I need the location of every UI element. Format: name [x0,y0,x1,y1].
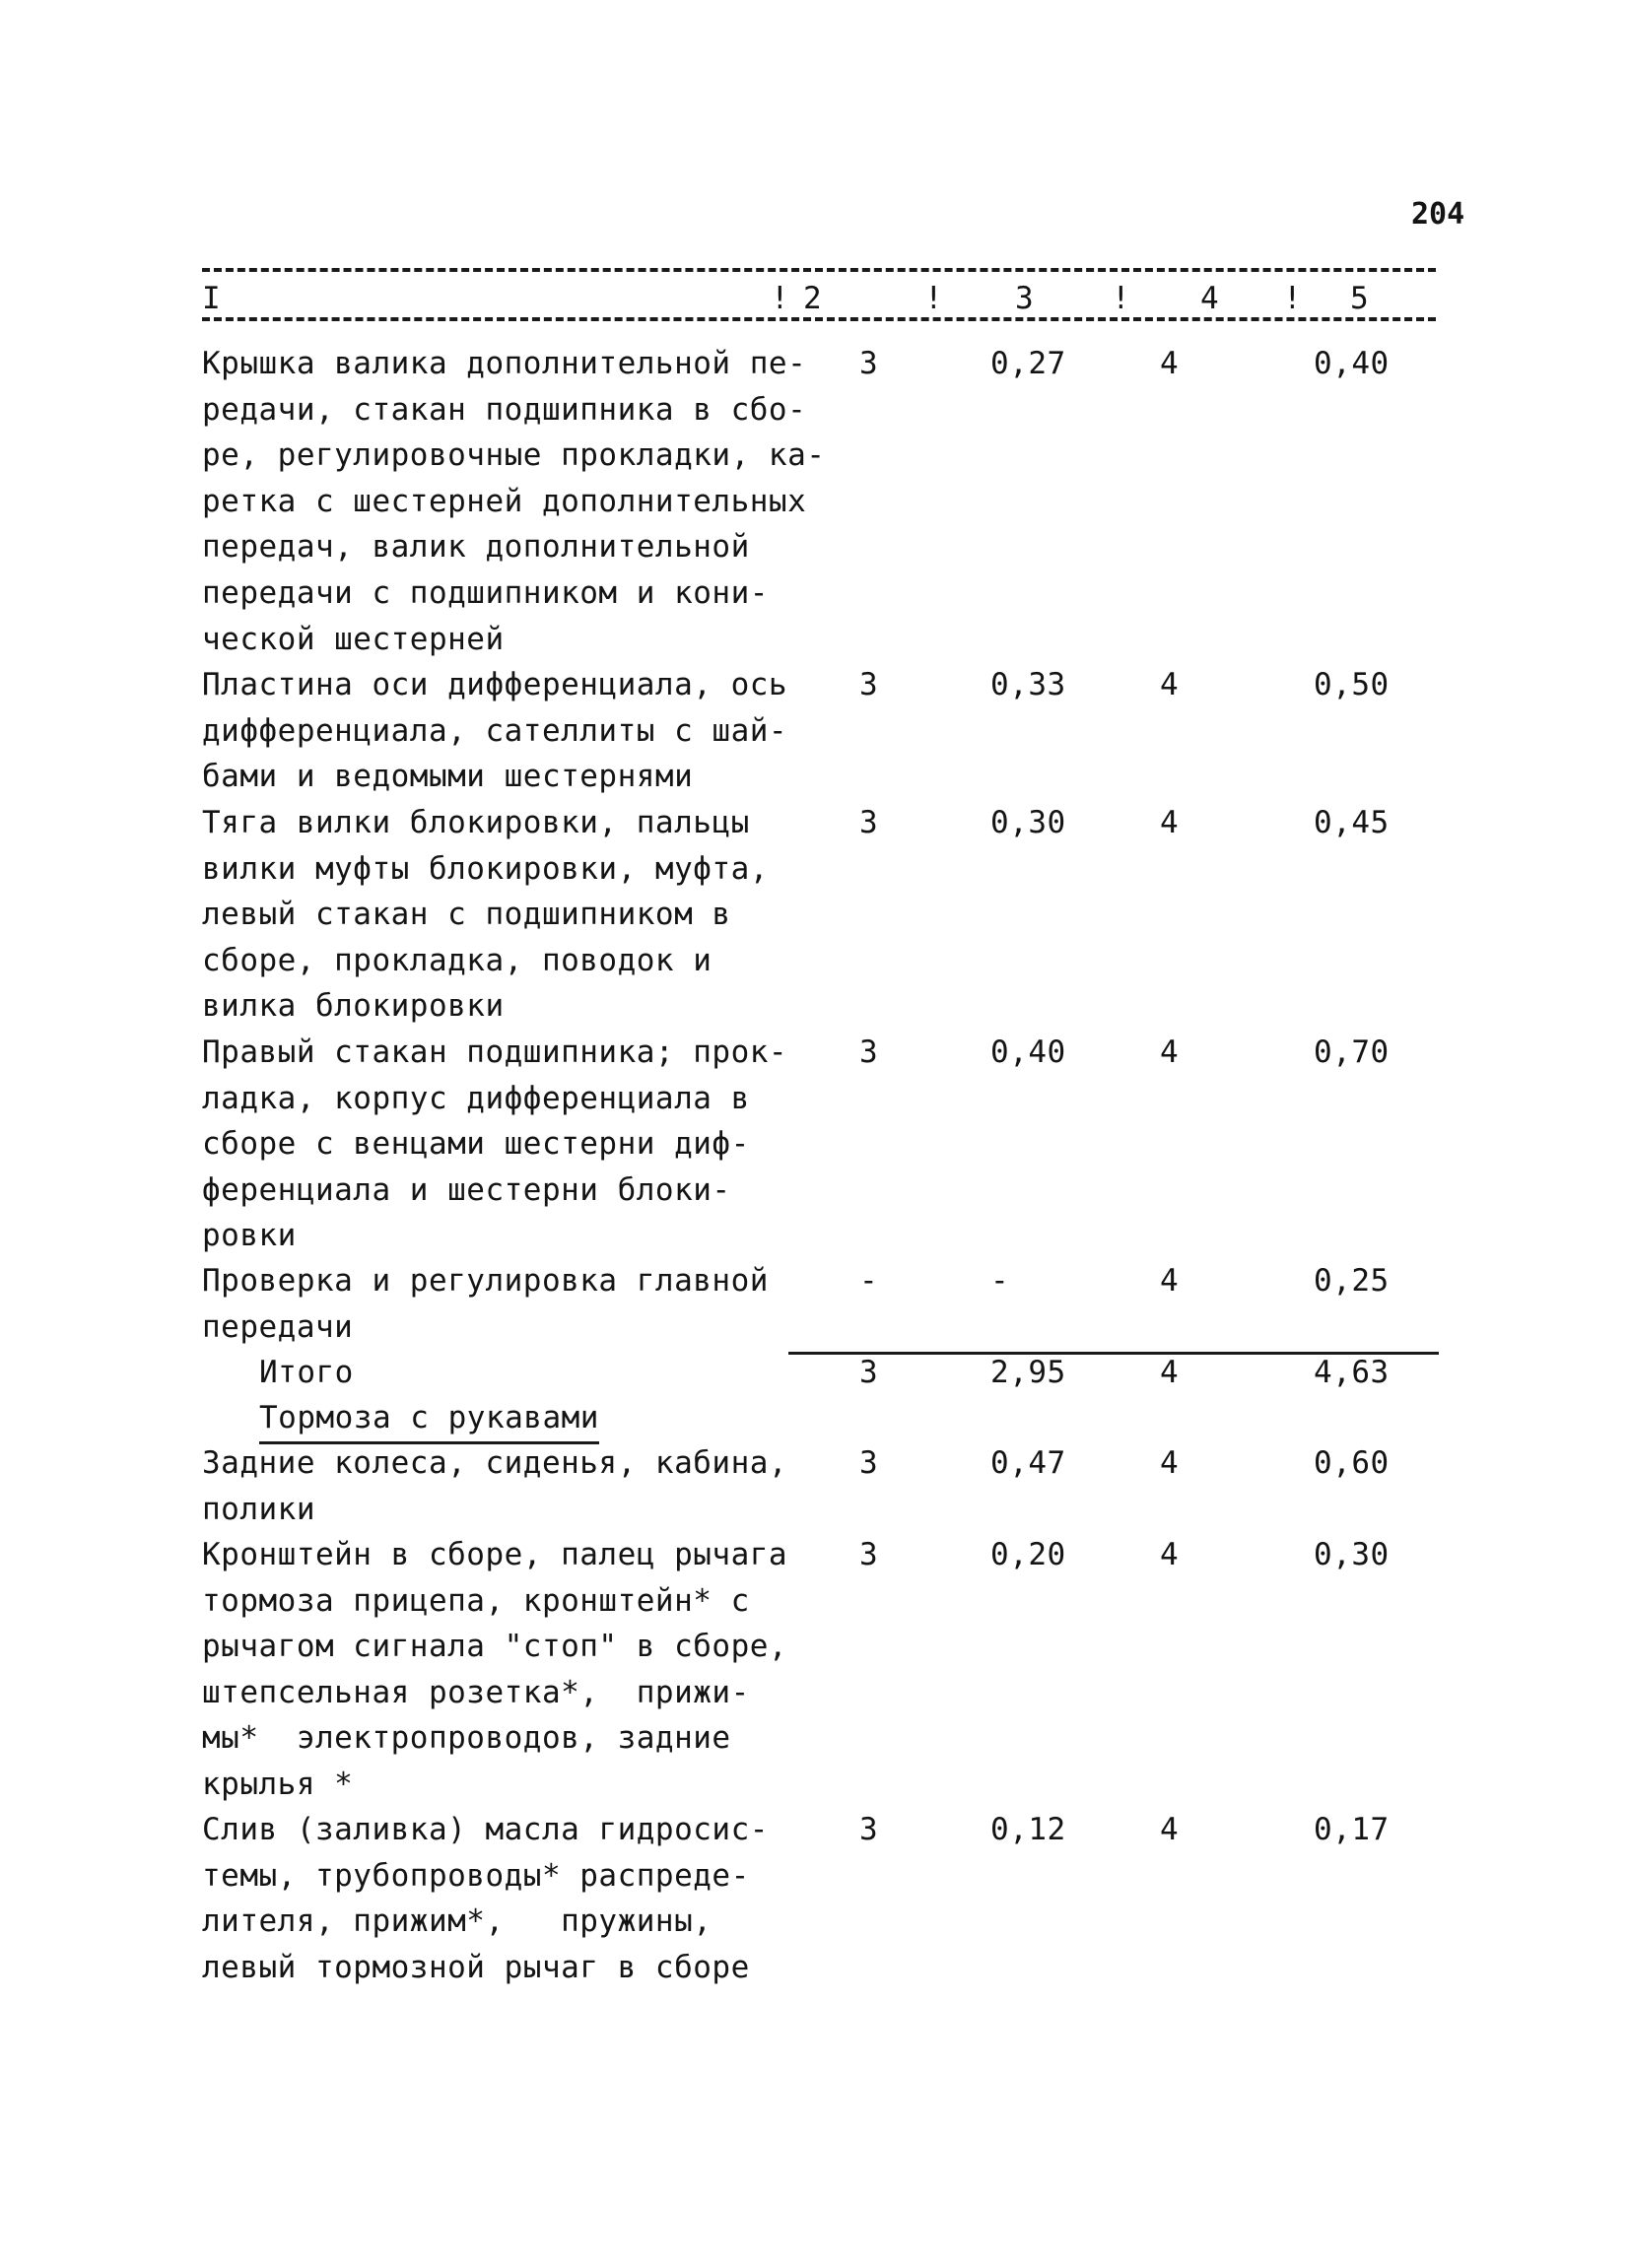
total-col-3: 2,95 [990,1355,1066,1390]
row-col-2: 3 [859,805,879,840]
header-top-rule [202,268,1436,272]
row-col-3: 0,40 [990,1034,1066,1070]
row-col-2: 3 [859,1812,879,1847]
row-description: Кронштейн в сборе, палец рычага тормоза прицепа, кронштейн* с рычагом сигнала "стоп" в сборе, штепсельная розетка*, прижи- мы* электропроводов, задние крылья * [202,1537,788,1802]
row-col-3: 0,47 [990,1445,1066,1481]
row-description: Пластина оси дифференциала, ось дифференциала, сателлиты с шай- бами и ведомыми шестернями [202,667,788,795]
row-description: Тяга вилки блокировки, пальцы вилки муфты блокировки, муфта, левый стакан с подшипником в сборе, прокладка, поводок и вилка блокировки [202,805,769,1025]
row-col-5: 0,17 [1314,1812,1390,1847]
row-col-3: 0,27 [990,346,1066,381]
row-description: Правый стакан подшипника; прок- ладка, корпус дифференциала в сборе с венцами шестерни диф- ференциала и шестерни блоки- ровки [202,1034,788,1254]
section-heading: Тормоза с рукавами [259,1395,599,1444]
header-col-2: 2 [803,281,823,316]
row-col-4: 4 [1160,1034,1180,1070]
row-col-3: 0,30 [990,805,1066,840]
row-description: Проверка и регулировка главной передачи [202,1263,769,1345]
header-col-5: 5 [1350,281,1370,316]
row-description: Задние колеса, сиденья, кабина, полики [202,1445,788,1527]
row-col-2: 3 [859,1445,879,1481]
row-col-3: 0,12 [990,1812,1066,1847]
row-col-5: 0,70 [1314,1034,1390,1070]
row-col-4: 4 [1160,346,1180,381]
row-description: Слив (заливка) масла гидросис- темы, трубопроводы* распреде- лителя, прижим*, пружины, левый тормозной рычаг в сборе [202,1812,769,1985]
header-col-1: I [202,281,222,316]
total-col-5: 4,63 [1314,1355,1390,1390]
row-col-4: 4 [1160,667,1180,702]
row-col-3: 0,33 [990,667,1066,702]
row-col-2: 3 [859,346,879,381]
row-col-2: 3 [859,1537,879,1572]
header-separator: ! [924,281,944,316]
row-col-3: 0,20 [990,1537,1066,1572]
header-col-4: 4 [1200,281,1220,316]
page-number: 204 [1411,197,1465,232]
row-col-5: 0,60 [1314,1445,1390,1481]
header-separator: ! [1283,281,1303,316]
row-col-4: 4 [1160,805,1180,840]
row-col-5: 0,40 [1314,346,1390,381]
row-col-2: - [859,1263,879,1299]
row-col-5: 0,45 [1314,805,1390,840]
row-col-5: 0,50 [1314,667,1390,702]
total-col-4: 4 [1160,1355,1180,1390]
row-col-4: 4 [1160,1445,1180,1481]
row-col-4: 4 [1160,1537,1180,1572]
row-col-5: 0,30 [1314,1537,1390,1572]
header-col-3: 3 [1015,281,1035,316]
header-separator: ! [1112,281,1131,316]
row-col-2: 3 [859,1034,879,1070]
header-separator: ! [771,281,790,316]
row-description: Крышка валика дополнительной пе- редачи, стакан подшипника в сбо- ре, регулировочные прокладки, ка- ретка с шестерней дополнительных передач, валик дополнительной передачи с подшипником и кони- ческой шестерней [202,346,826,657]
row-col-5: 0,25 [1314,1263,1390,1299]
row-col-3: - [990,1263,1010,1299]
row-col-4: 4 [1160,1263,1180,1299]
total-col-2: 3 [859,1355,879,1390]
total-label: Итого [259,1355,354,1390]
row-col-4: 4 [1160,1812,1180,1847]
header-bottom-rule [202,317,1436,321]
row-col-2: 3 [859,667,879,702]
